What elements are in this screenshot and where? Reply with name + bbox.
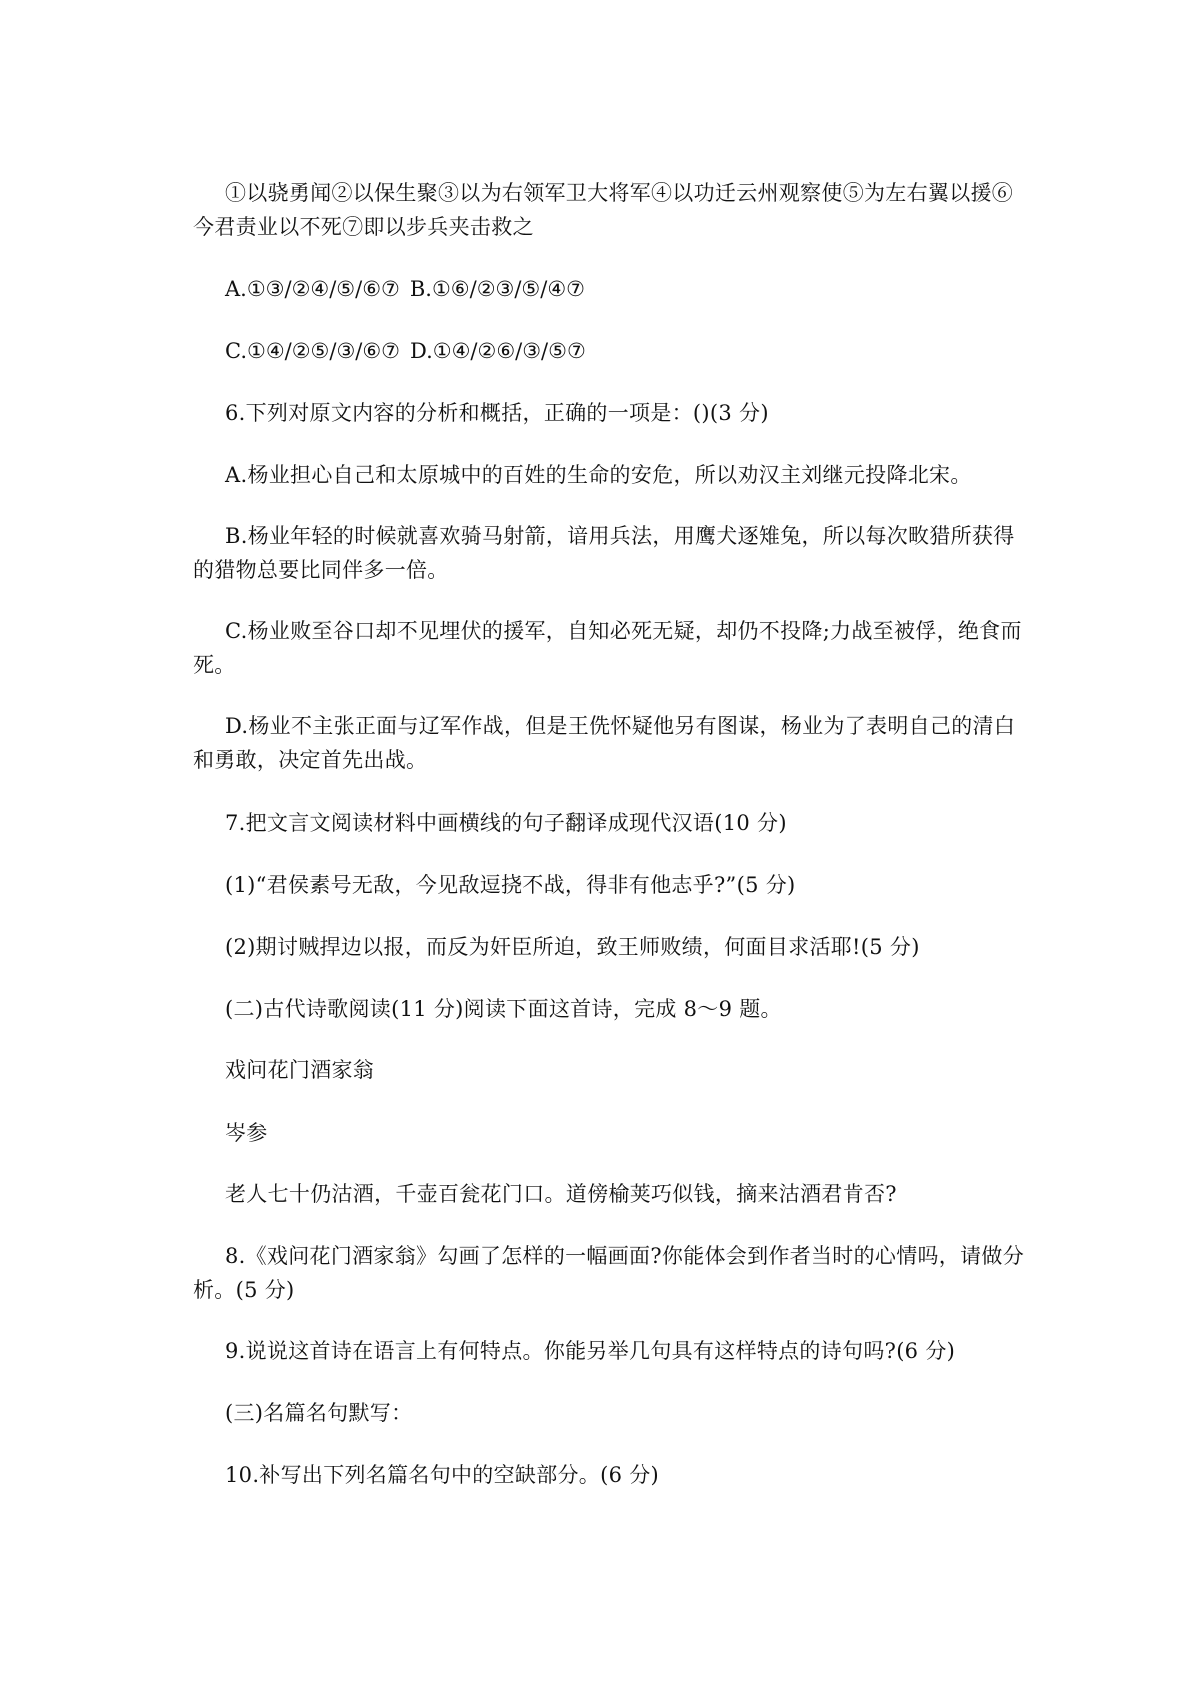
paragraph-sentence-list: ①以骁勇闻②以保生聚③以为右领军卫大将军④以功迁云州观察使⑤为左右翼以援⑥今君责业以不死⑦即以步兵夹击救之 [193,181,1014,239]
options-row-ab [225,272,585,306]
question-7-part-2: (2)期讨贼捍边以报，而反为奸臣所迫，致王师败绩，何面目求活耶!(5 分) [225,935,920,959]
poem-text: 老人七十仍沽酒，千壶百瓮花门口。道傍榆荚巧似钱，摘来沽酒君肯否? [225,1182,897,1206]
question-10: 10.补写出下列名篇名句中的空缺部分。(6 分) [225,1463,660,1487]
question-6-option-b: B.杨业年轻的时候就喜欢骑马射箭，谙用兵法，用鹰犬逐雉兔，所以每次畋猎所获得的猎物总要比同伴多一倍。 [193,524,1015,582]
option-a: A.①③/②④/⑤/⑥⑦ [225,277,400,301]
options-row-cd [225,334,586,368]
question-6-option-d: D.杨业不主张正面与辽军作战，但是王侁怀疑他另有图谋，杨业为了表明自己的清白和勇敢，决定首先出战。 [193,714,1016,772]
option-b: B.①⑥/②③/⑤/④⑦ [409,277,585,301]
poem-title: 戏问花门酒家翁 [225,1058,375,1082]
poem-author: 岑参 [225,1121,268,1145]
section-3-heading: (三)名篇名句默写： [225,1401,413,1425]
option-c: C.①④/②⑤/③/⑥⑦ [225,339,401,363]
question-6: 6.下列对原文内容的分析和概括，正确的一项是：()(3 分) [225,401,769,425]
question-7: 7.把文言文阅读材料中画横线的句子翻译成现代汉语(10 分) [225,811,787,835]
option-d: D.①④/②⑥/③/⑤⑦ [410,339,586,363]
section-2-heading: (二)古代诗歌阅读(11 分)阅读下面这首诗，完成 8～9 题。 [225,997,782,1021]
question-6-option-a: A.杨业担心自己和太原城中的百姓的生命的安危，所以劝汉主刘继元投降北宋。 [225,463,972,487]
question-8: 8.《戏问花门酒家翁》勾画了怎样的一幅画面?你能体会到作者当时的心情吗，请做分析。(5 分) [193,1244,1024,1302]
question-9: 9.说说这首诗在语言上有何特点。你能另举几句具有这样特点的诗句吗?(6 分) [225,1339,956,1363]
question-6-option-c: C.杨业败至谷口却不见埋伏的援军，自知必死无疑，却仍不投降;力战至被俘，绝食而死。 [193,619,1022,677]
question-7-part-1: (1)“君侯素号无敌，今见敌逗挠不战，得非有他志乎?”(5 分) [225,873,796,897]
